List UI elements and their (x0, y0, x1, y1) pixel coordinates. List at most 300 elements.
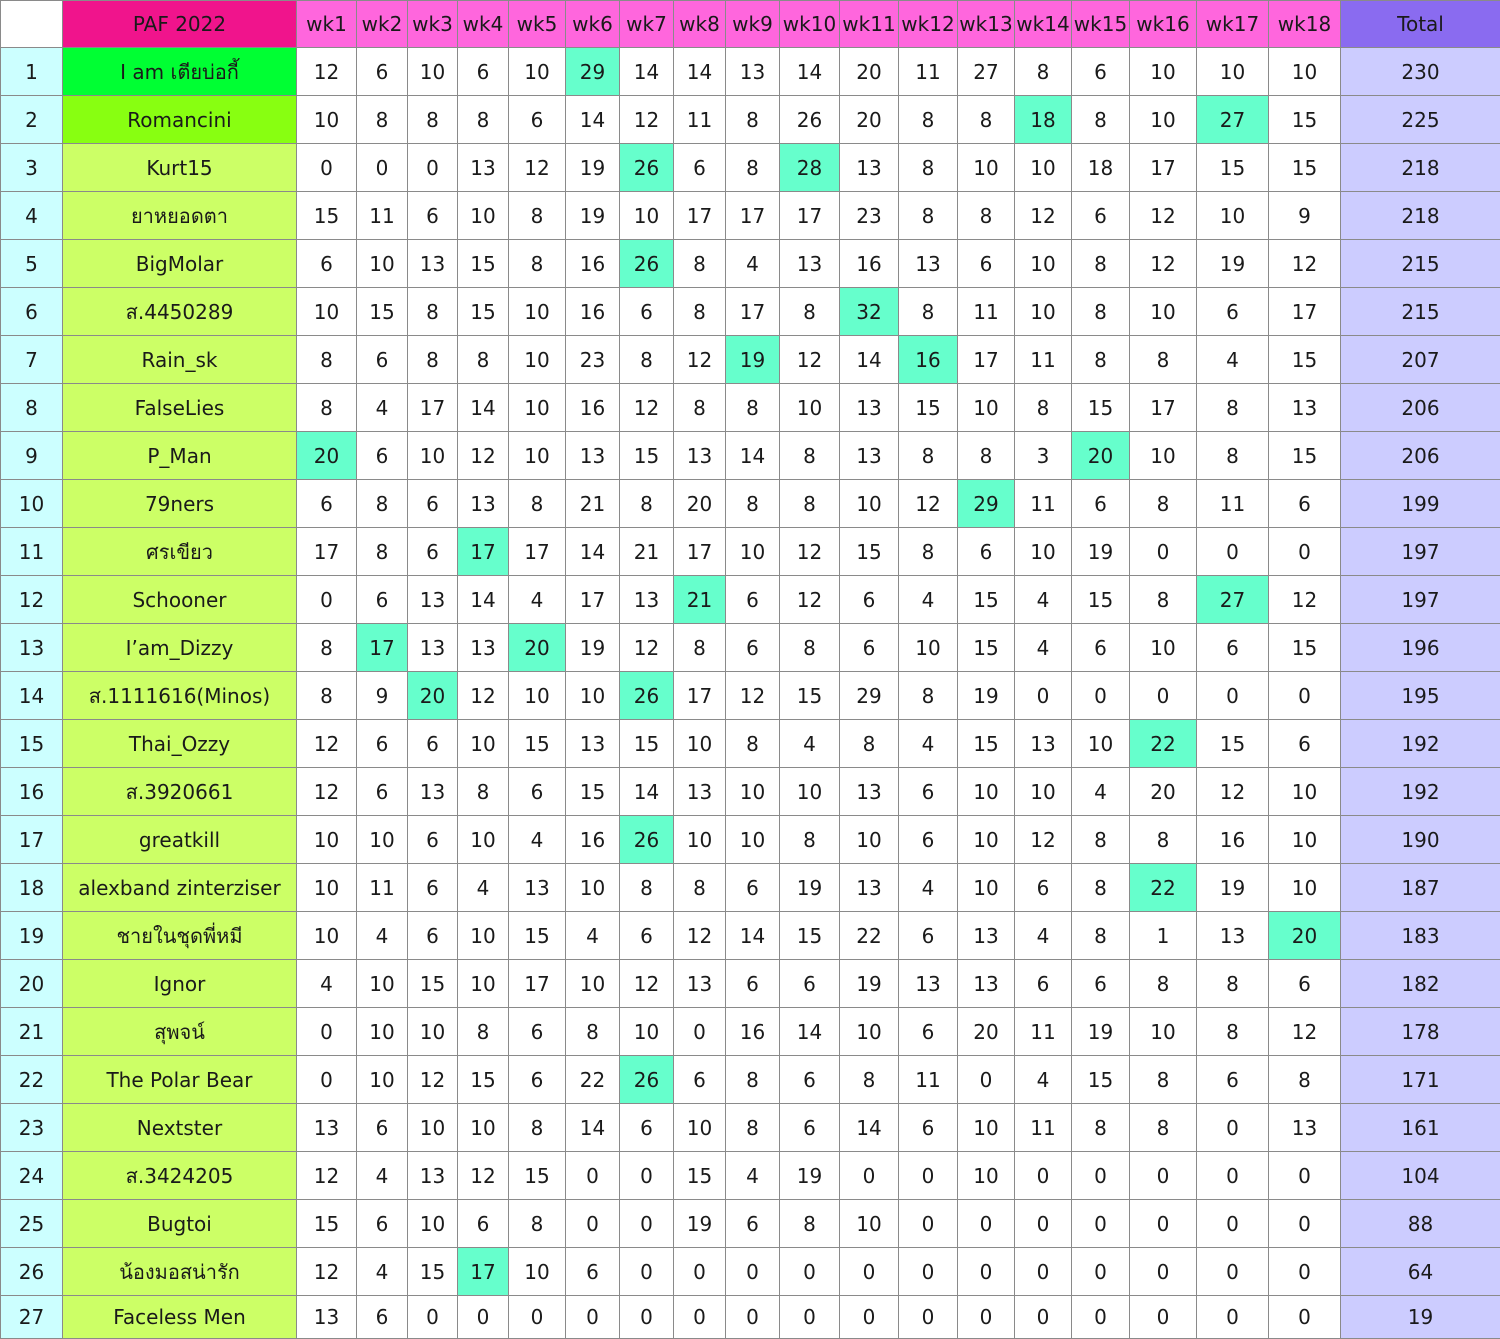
score-cell: 12 (1269, 576, 1341, 624)
score-cell: 15 (509, 720, 566, 768)
total-cell: 88 (1341, 1200, 1500, 1248)
score-cell: 19 (1197, 864, 1269, 912)
table-row (1, 240, 1500, 288)
score-cell: 10 (840, 480, 899, 528)
score-cell: 13 (958, 960, 1015, 1008)
week-header: wk6 (566, 1, 620, 48)
player-name-cell: alexband zinterziser (63, 864, 297, 912)
total-cell: 190 (1341, 816, 1500, 864)
total-header: Total (1341, 1, 1500, 48)
score-cell: 0 (899, 1296, 958, 1339)
score-cell: 0 (297, 1056, 357, 1104)
score-cell: 14 (780, 48, 840, 96)
week-header: wk3 (408, 1, 458, 48)
weekly-high-score-cell: 20 (1072, 432, 1130, 480)
score-cell: 8 (1072, 816, 1130, 864)
score-cell: 8 (726, 144, 780, 192)
score-cell: 0 (1269, 528, 1341, 576)
score-cell: 10 (408, 432, 458, 480)
score-cell: 10 (408, 1104, 458, 1152)
score-cell: 10 (780, 384, 840, 432)
score-cell: 10 (620, 1008, 674, 1056)
week-header: wk14 (1015, 1, 1072, 48)
score-cell: 0 (1197, 1104, 1269, 1152)
table-row (1, 864, 1500, 912)
total-cell: 19 (1341, 1296, 1500, 1339)
score-cell: 14 (726, 432, 780, 480)
score-cell: 4 (1015, 912, 1072, 960)
score-cell: 15 (1072, 1056, 1130, 1104)
score-cell: 11 (357, 192, 408, 240)
score-cell: 13 (840, 768, 899, 816)
week-header: wk7 (620, 1, 674, 48)
table-row (1, 528, 1500, 576)
score-cell: 9 (357, 672, 408, 720)
score-cell: 15 (408, 1248, 458, 1296)
score-cell: 6 (1015, 864, 1072, 912)
score-cell: 8 (726, 1056, 780, 1104)
score-cell: 12 (620, 384, 674, 432)
score-cell: 13 (458, 624, 509, 672)
score-cell: 4 (899, 576, 958, 624)
score-cell: 8 (674, 288, 726, 336)
score-cell: 6 (1072, 624, 1130, 672)
table-row (1, 768, 1500, 816)
total-cell: 230 (1341, 48, 1500, 96)
total-cell: 218 (1341, 144, 1500, 192)
score-cell: 13 (840, 144, 899, 192)
score-cell: 8 (620, 336, 674, 384)
score-cell: 0 (1269, 1296, 1341, 1339)
table-row (1, 432, 1500, 480)
score-cell: 4 (899, 720, 958, 768)
score-cell: 8 (458, 96, 509, 144)
score-cell: 8 (297, 624, 357, 672)
score-cell: 10 (726, 768, 780, 816)
score-cell: 0 (1130, 1248, 1197, 1296)
score-cell: 0 (1072, 1200, 1130, 1248)
score-cell: 6 (1269, 720, 1341, 768)
weekly-high-score-cell: 29 (958, 480, 1015, 528)
score-cell: 8 (1130, 336, 1197, 384)
score-cell: 8 (1130, 576, 1197, 624)
score-cell: 10 (408, 1200, 458, 1248)
score-cell: 8 (780, 1200, 840, 1248)
score-cell: 8 (620, 864, 674, 912)
score-cell: 6 (1072, 48, 1130, 96)
score-cell: 3 (1015, 432, 1072, 480)
score-cell: 10 (840, 1200, 899, 1248)
score-cell: 12 (297, 720, 357, 768)
score-cell: 6 (357, 720, 408, 768)
score-cell: 10 (357, 816, 408, 864)
score-cell: 8 (1197, 1008, 1269, 1056)
score-cell: 15 (1197, 144, 1269, 192)
score-cell: 15 (958, 576, 1015, 624)
score-cell: 12 (297, 1152, 357, 1200)
score-cell: 4 (357, 1152, 408, 1200)
table-row (1, 1008, 1500, 1056)
score-cell: 6 (958, 240, 1015, 288)
score-cell: 6 (726, 624, 780, 672)
rank-cell: 10 (1, 480, 63, 528)
score-cell: 15 (509, 912, 566, 960)
score-cell: 6 (840, 624, 899, 672)
score-cell: 6 (357, 576, 408, 624)
score-cell: 8 (840, 1056, 899, 1104)
score-cell: 0 (780, 1248, 840, 1296)
score-cell: 0 (840, 1248, 899, 1296)
rank-cell: 9 (1, 432, 63, 480)
score-cell: 0 (1197, 1200, 1269, 1248)
score-cell: 8 (726, 96, 780, 144)
score-cell: 10 (566, 672, 620, 720)
score-cell: 4 (297, 960, 357, 1008)
score-cell: 10 (566, 864, 620, 912)
score-cell: 14 (566, 96, 620, 144)
score-cell: 8 (726, 480, 780, 528)
score-cell: 6 (566, 1248, 620, 1296)
score-cell: 4 (357, 1248, 408, 1296)
score-cell: 8 (566, 1008, 620, 1056)
score-cell: 6 (357, 1200, 408, 1248)
score-cell: 17 (726, 288, 780, 336)
score-cell: 15 (1072, 384, 1130, 432)
score-cell: 10 (509, 336, 566, 384)
score-cell: 10 (509, 672, 566, 720)
score-cell: 10 (958, 864, 1015, 912)
rank-cell: 26 (1, 1248, 63, 1296)
score-cell: 10 (509, 1248, 566, 1296)
score-cell: 13 (674, 768, 726, 816)
score-cell: 14 (674, 48, 726, 96)
score-cell: 8 (958, 192, 1015, 240)
score-cell: 12 (620, 624, 674, 672)
score-cell: 10 (1269, 48, 1341, 96)
score-cell: 13 (408, 624, 458, 672)
score-cell: 13 (674, 960, 726, 1008)
score-cell: 15 (840, 528, 899, 576)
score-cell: 8 (297, 384, 357, 432)
score-cell: 8 (840, 720, 899, 768)
score-cell: 19 (840, 960, 899, 1008)
total-cell: 225 (1341, 96, 1500, 144)
score-cell: 6 (958, 528, 1015, 576)
table-row (1, 576, 1500, 624)
score-cell: 4 (458, 864, 509, 912)
rank-cell: 11 (1, 528, 63, 576)
score-cell: 8 (958, 432, 1015, 480)
score-cell: 0 (408, 1296, 458, 1339)
score-cell: 12 (1269, 240, 1341, 288)
score-cell: 8 (674, 240, 726, 288)
score-cell: 0 (840, 1152, 899, 1200)
score-cell: 10 (1130, 288, 1197, 336)
score-cell: 14 (780, 1008, 840, 1056)
table-row (1, 288, 1500, 336)
score-cell: 0 (620, 1152, 674, 1200)
player-name-cell: ส.3424205 (63, 1152, 297, 1200)
score-cell: 0 (1130, 1200, 1197, 1248)
score-cell: 6 (1197, 624, 1269, 672)
rank-cell: 6 (1, 288, 63, 336)
score-cell: 8 (899, 672, 958, 720)
score-cell: 0 (674, 1248, 726, 1296)
score-cell: 4 (1072, 768, 1130, 816)
score-cell: 0 (357, 144, 408, 192)
score-cell: 8 (509, 240, 566, 288)
score-cell: 12 (780, 576, 840, 624)
score-cell: 13 (297, 1104, 357, 1152)
score-cell: 20 (674, 480, 726, 528)
score-cell: 6 (780, 1056, 840, 1104)
score-cell: 0 (780, 1296, 840, 1339)
score-cell: 4 (899, 864, 958, 912)
score-cell: 10 (297, 96, 357, 144)
score-cell: 0 (1130, 528, 1197, 576)
score-cell: 29 (840, 672, 899, 720)
score-cell: 16 (566, 384, 620, 432)
score-cell: 17 (408, 384, 458, 432)
score-cell: 6 (1072, 480, 1130, 528)
score-cell: 17 (297, 528, 357, 576)
score-cell: 8 (674, 864, 726, 912)
score-cell: 8 (1015, 384, 1072, 432)
score-cell: 19 (566, 624, 620, 672)
rank-cell: 18 (1, 864, 63, 912)
score-cell: 8 (1130, 816, 1197, 864)
score-cell: 0 (297, 1008, 357, 1056)
score-cell: 4 (509, 816, 566, 864)
score-cell: 22 (840, 912, 899, 960)
rank-cell: 22 (1, 1056, 63, 1104)
rank-cell: 3 (1, 144, 63, 192)
score-cell: 15 (408, 960, 458, 1008)
score-cell: 13 (620, 576, 674, 624)
score-cell: 10 (1015, 288, 1072, 336)
total-cell: 187 (1341, 864, 1500, 912)
player-name-cell: greatkill (63, 816, 297, 864)
score-cell: 8 (408, 336, 458, 384)
score-cell: 10 (899, 624, 958, 672)
score-cell: 18 (1072, 144, 1130, 192)
score-cell: 6 (1072, 960, 1130, 1008)
score-cell: 15 (297, 192, 357, 240)
rank-cell: 25 (1, 1200, 63, 1248)
score-cell: 12 (1130, 240, 1197, 288)
score-cell: 8 (1130, 480, 1197, 528)
score-cell: 15 (458, 240, 509, 288)
score-cell: 15 (566, 768, 620, 816)
player-name-cell: สุพจน์ (63, 1008, 297, 1056)
score-cell: 0 (1269, 1152, 1341, 1200)
table-row (1, 672, 1500, 720)
score-cell: 11 (1015, 336, 1072, 384)
score-cell: 17 (958, 336, 1015, 384)
score-cell: 10 (297, 912, 357, 960)
score-cell: 17 (509, 960, 566, 1008)
score-cell: 12 (297, 48, 357, 96)
player-name-cell: Bugtoi (63, 1200, 297, 1248)
score-cell: 0 (1269, 672, 1341, 720)
score-cell: 8 (509, 1104, 566, 1152)
score-cell: 10 (840, 1008, 899, 1056)
week-header: wk18 (1269, 1, 1341, 48)
weekly-high-score-cell: 26 (620, 1056, 674, 1104)
score-cell: 8 (1072, 336, 1130, 384)
score-cell: 15 (958, 624, 1015, 672)
score-cell: 15 (620, 720, 674, 768)
score-cell: 15 (458, 288, 509, 336)
score-cell: 12 (726, 672, 780, 720)
score-cell: 13 (840, 864, 899, 912)
total-cell: 195 (1341, 672, 1500, 720)
score-cell: 12 (1269, 1008, 1341, 1056)
score-cell: 6 (674, 1056, 726, 1104)
score-cell: 6 (1197, 1056, 1269, 1104)
weekly-high-score-cell: 21 (674, 576, 726, 624)
score-cell: 8 (780, 432, 840, 480)
score-cell: 17 (674, 672, 726, 720)
score-cell: 10 (1015, 144, 1072, 192)
score-cell: 10 (1015, 768, 1072, 816)
score-cell: 6 (674, 144, 726, 192)
score-cell: 8 (674, 384, 726, 432)
total-cell: 215 (1341, 240, 1500, 288)
score-cell: 13 (458, 480, 509, 528)
table-row (1, 1104, 1500, 1152)
score-cell: 12 (780, 336, 840, 384)
score-cell: 15 (899, 384, 958, 432)
score-cell: 6 (297, 480, 357, 528)
rank-cell: 20 (1, 960, 63, 1008)
score-cell: 14 (726, 912, 780, 960)
player-name-cell: Romancini (63, 96, 297, 144)
score-cell: 10 (297, 288, 357, 336)
player-name-cell: ส.4450289 (63, 288, 297, 336)
score-cell: 10 (958, 144, 1015, 192)
weekly-high-score-cell: 32 (840, 288, 899, 336)
score-cell: 6 (357, 1296, 408, 1339)
score-cell: 10 (1072, 720, 1130, 768)
table-row (1, 144, 1500, 192)
score-cell: 8 (674, 624, 726, 672)
score-cell: 0 (297, 576, 357, 624)
score-cell: 13 (958, 912, 1015, 960)
weekly-high-score-cell: 20 (408, 672, 458, 720)
score-cell: 15 (958, 720, 1015, 768)
score-cell: 10 (840, 816, 899, 864)
score-cell: 6 (840, 576, 899, 624)
score-cell: 6 (408, 720, 458, 768)
rank-cell: 16 (1, 768, 63, 816)
total-cell: 64 (1341, 1248, 1500, 1296)
score-cell: 8 (780, 624, 840, 672)
score-cell: 14 (566, 1104, 620, 1152)
score-cell: 13 (1269, 1104, 1341, 1152)
score-cell: 0 (297, 144, 357, 192)
score-cell: 0 (1197, 1152, 1269, 1200)
table-row (1, 720, 1500, 768)
score-cell: 16 (566, 240, 620, 288)
score-cell: 6 (899, 912, 958, 960)
player-name-cell: 79ners (63, 480, 297, 528)
score-cell: 8 (899, 96, 958, 144)
score-cell: 0 (1197, 528, 1269, 576)
weekly-high-score-cell: 16 (899, 336, 958, 384)
total-cell: 197 (1341, 528, 1500, 576)
score-cell: 6 (357, 48, 408, 96)
score-cell: 14 (620, 48, 674, 96)
score-cell: 0 (1197, 1248, 1269, 1296)
score-cell: 22 (566, 1056, 620, 1104)
weekly-high-score-cell: 22 (1130, 864, 1197, 912)
score-cell: 14 (458, 576, 509, 624)
score-cell: 6 (726, 1200, 780, 1248)
table-row (1, 912, 1500, 960)
score-cell: 6 (1269, 960, 1341, 1008)
score-cell: 0 (899, 1152, 958, 1200)
table-row (1, 960, 1500, 1008)
score-cell: 6 (408, 192, 458, 240)
score-cell: 11 (1015, 1104, 1072, 1152)
week-header: wk11 (840, 1, 899, 48)
score-cell: 23 (566, 336, 620, 384)
score-cell: 15 (297, 1200, 357, 1248)
player-name-cell: Thai_Ozzy (63, 720, 297, 768)
score-cell: 12 (297, 768, 357, 816)
total-cell: 178 (1341, 1008, 1500, 1056)
score-cell: 13 (1269, 384, 1341, 432)
total-cell: 206 (1341, 432, 1500, 480)
score-cell: 10 (408, 1008, 458, 1056)
score-cell: 15 (1269, 144, 1341, 192)
total-cell: 192 (1341, 720, 1500, 768)
score-cell: 4 (566, 912, 620, 960)
score-cell: 13 (458, 144, 509, 192)
score-cell: 12 (1197, 768, 1269, 816)
score-cell: 10 (458, 1104, 509, 1152)
score-cell: 6 (408, 864, 458, 912)
score-cell: 19 (566, 144, 620, 192)
score-cell: 6 (458, 1200, 509, 1248)
score-cell: 6 (726, 960, 780, 1008)
total-cell: 206 (1341, 384, 1500, 432)
score-cell: 19 (566, 192, 620, 240)
score-cell: 4 (780, 720, 840, 768)
score-cell: 8 (408, 96, 458, 144)
score-cell: 13 (408, 1152, 458, 1200)
score-cell: 8 (509, 480, 566, 528)
score-cell: 0 (674, 1008, 726, 1056)
rank-cell: 13 (1, 624, 63, 672)
rank-cell: 15 (1, 720, 63, 768)
score-cell: 11 (357, 864, 408, 912)
weekly-high-score-cell: 17 (357, 624, 408, 672)
score-cell: 8 (1072, 288, 1130, 336)
score-cell: 4 (1015, 576, 1072, 624)
score-cell: 6 (726, 576, 780, 624)
score-cell: 8 (1197, 432, 1269, 480)
score-cell: 10 (1269, 768, 1341, 816)
player-name-cell: BigMolar (63, 240, 297, 288)
score-cell: 15 (458, 1056, 509, 1104)
score-cell: 0 (620, 1200, 674, 1248)
score-cell: 12 (458, 672, 509, 720)
score-cell: 10 (408, 48, 458, 96)
score-cell: 8 (726, 384, 780, 432)
score-cell: 16 (726, 1008, 780, 1056)
